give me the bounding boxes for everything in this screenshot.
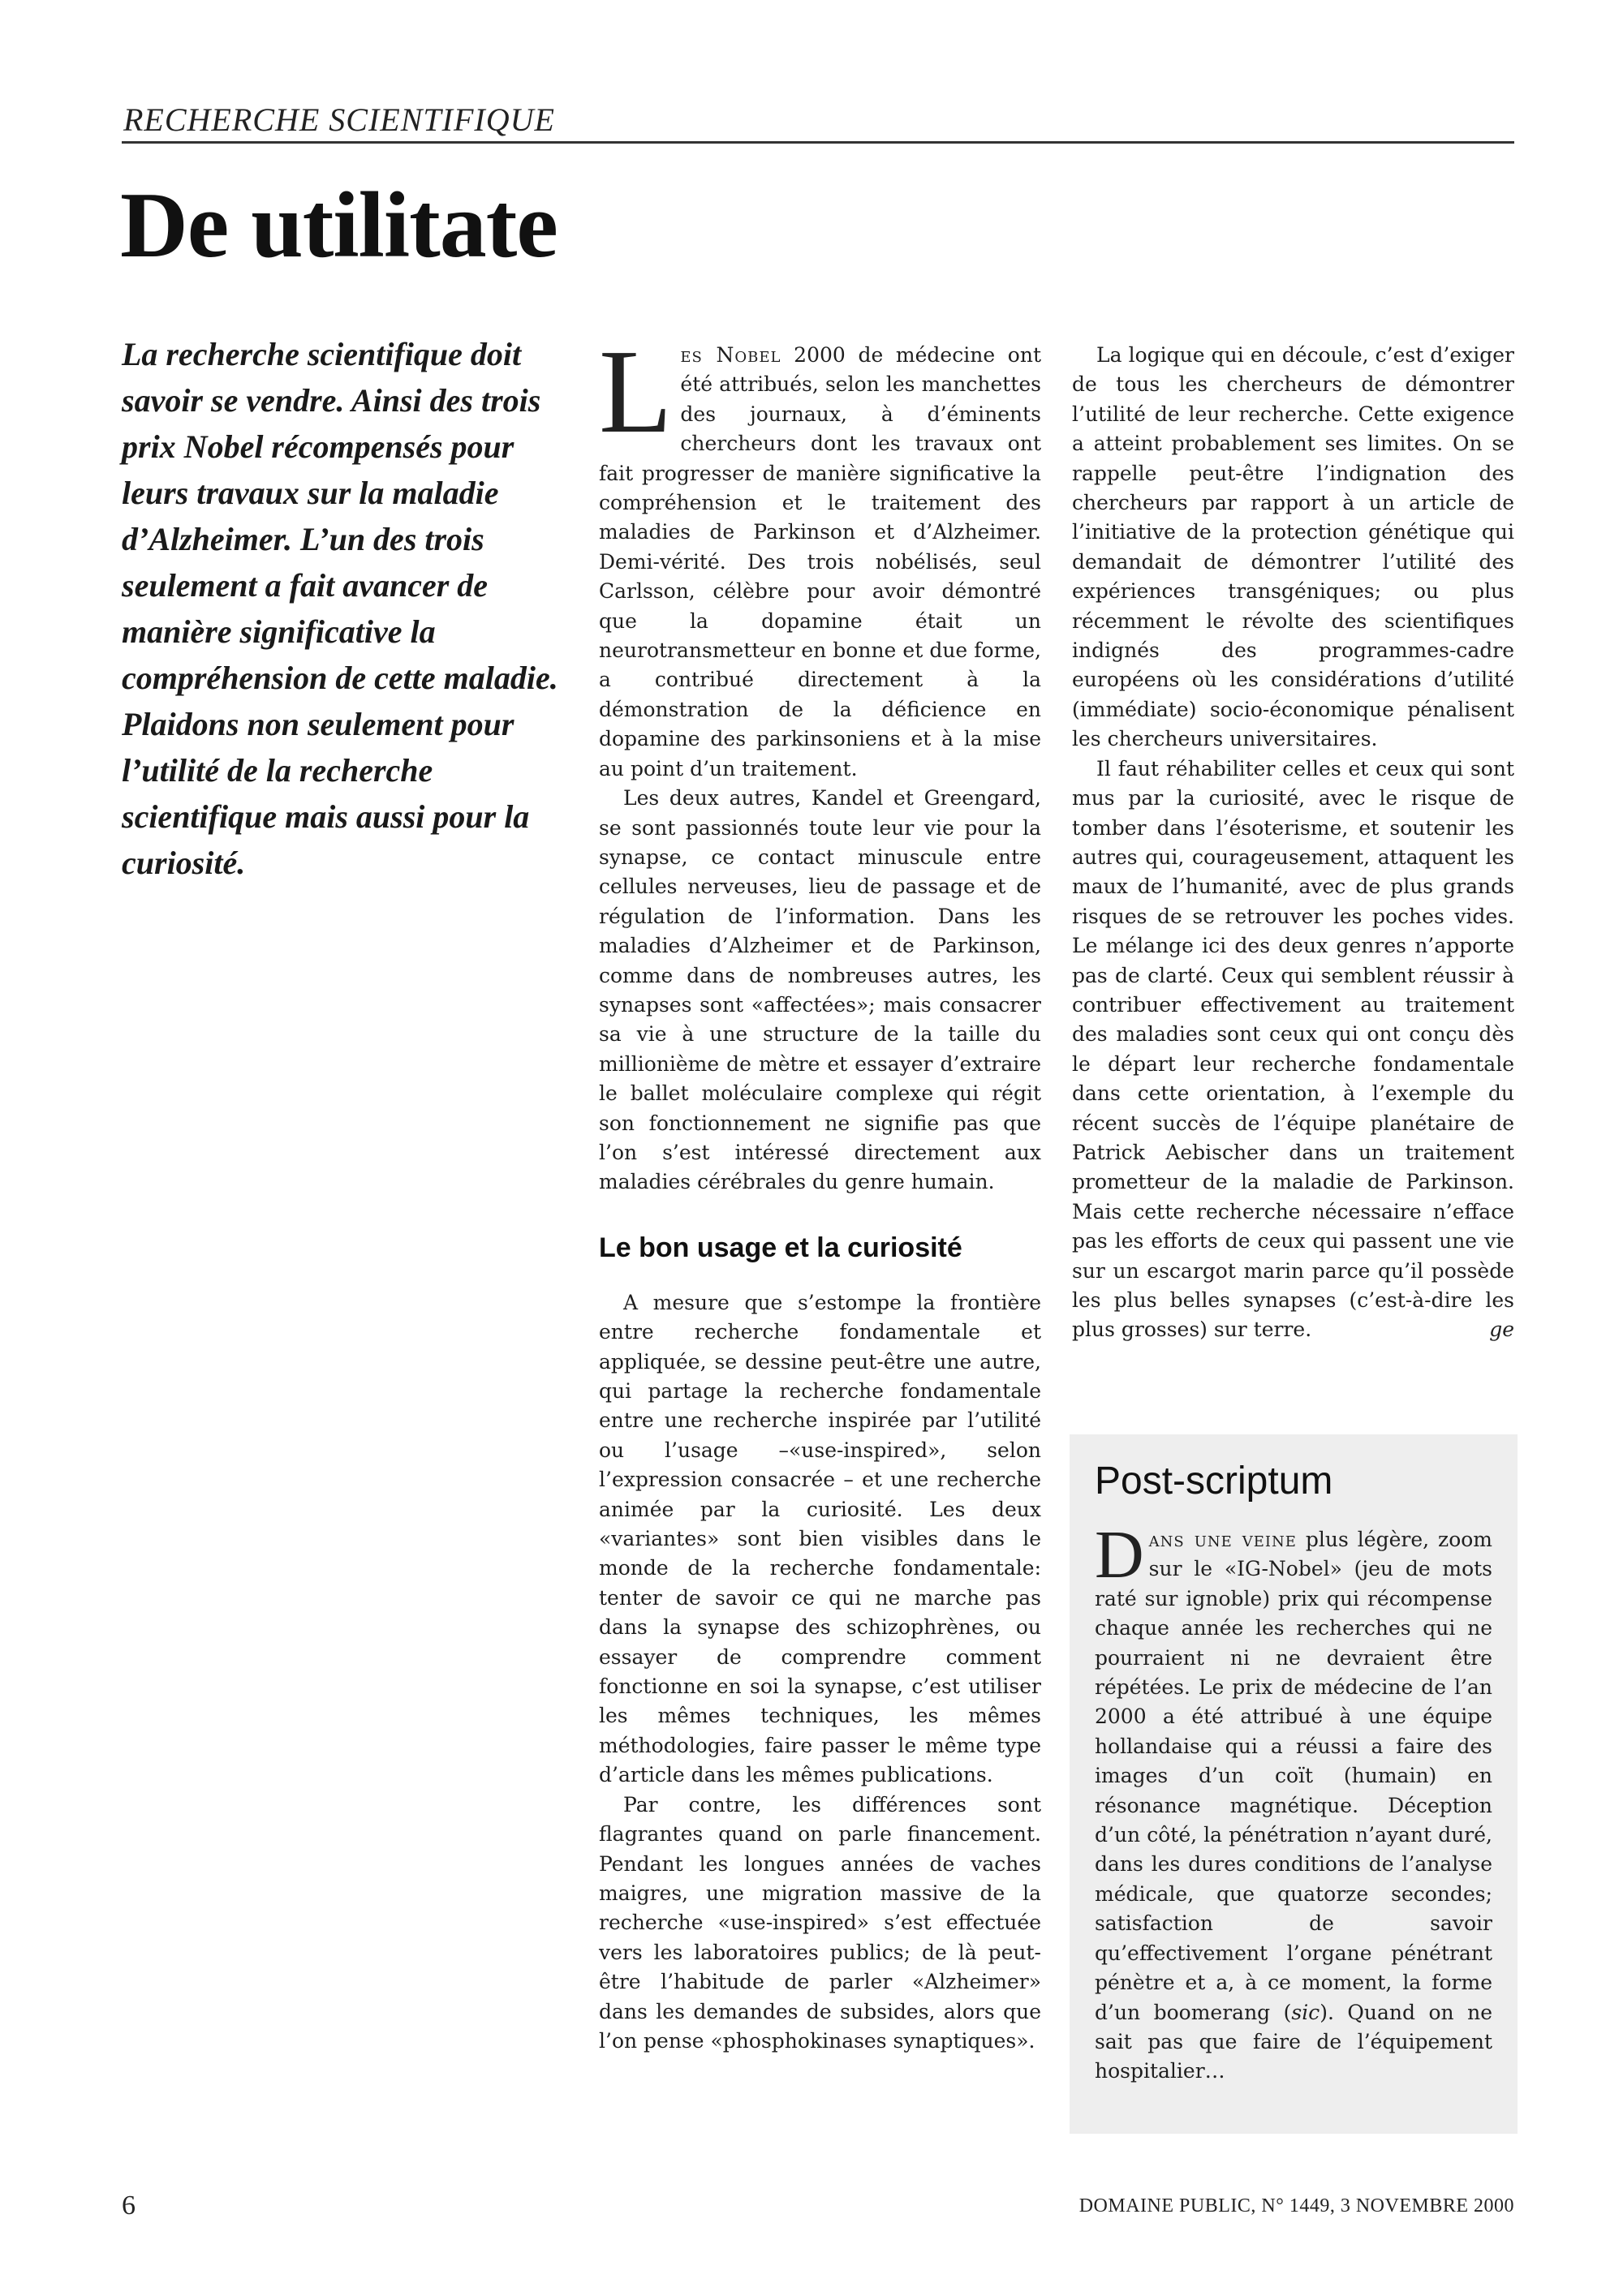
paragraph-text: plus légère, zoom sur le «IG-Nobel» (jeu de mots raté sur ignoble) prix qui récompense chaque année les recherches qui ne pourraient ni ne devraient être répétées. Le prix de médecine de l’an 2000 a été attribué à une équipe hollandaise qui a réussi a faire des images d’un coït (humain) en résonance magnétique. Déception d’un côté, la pénétration n’ayant duré, dans les dures conditions de l’analyse médicale, que quatorze secondes; satisfaction de savoir qu’effectivement l’organe pénétrant pénètre et a, à ce moment, la forme d’un boomerang ( bbox=[1095, 1528, 1493, 2024]
publication-footer: DOMAINE PUBLIC, N° 1449, 3 NOVEMBRE 2000 bbox=[1078, 2195, 1514, 2216]
drop-cap: L bbox=[599, 325, 673, 458]
lead-paragraph: La recherche scientifique doit savoir se vendre. Ainsi des trois prix Nobel récompensés pour leurs travaux sur la maladie d’Alzheimer. L’un des trois seulement a fait avancer de manière significative la compréhension de cette maladie. bbox=[122, 336, 558, 696]
small-caps-lead: ans une veine bbox=[1148, 1528, 1297, 1551]
article-paragraph bbox=[599, 325, 1041, 784]
paragraph-text: ). Quand on ne sait pas que faire de l’équipement hospitalier… bbox=[1095, 2000, 1492, 2083]
article-paragraph: Les deux autres, Kandel et Greengard, se sont passionnés toute leur vie pour la synapse, ce contact minuscule entre cellules nerveuses, lieu de passage et de régulation de l’information. Dans les maladies d’Alzheimer et de Parkinson, comme dans de nombreuses autres, les synapses sont «affectées»; mais consacrer sa vie à une structure de la taille du millionième de mètre et essayer d’extraire le ballet moléculaire complexe qui régit son fonctionnement ne signifie pas que l’on s’est intéressé directement aux maladies cérébrales du genre humain. bbox=[599, 786, 1041, 1194]
drop-cap: D bbox=[1095, 1517, 1144, 1593]
paragraph-text: 2000 de médecine ont été attribués, selon les manchettes des journaux, à d’éminents chercheurs dont les travaux ont fait progresser de manière significative la compréhension et le traitement des maladies de Parkinson et d’Alzheimer. Demi-vérité. Des trois nobélisés, seul Carlsson, célèbre pour avoir démontré que la dopamine était un neurotransmetteur en bonne et due forme, a contribué directement à la démonstration de la déficience en dopamine des parkinsoniens et à la mise au point d’un traitement. bbox=[599, 343, 1041, 780]
section-label: RECHERCHE SCIENTIFIQUE bbox=[123, 101, 555, 138]
postscript-title: Post-scriptum bbox=[1095, 1460, 1333, 1503]
sic-italic: sic bbox=[1291, 2000, 1320, 2024]
lead-paragraph: Plaidons non seulement pour l’utilité de la recherche scientifique mais aussi pour la curiosité. bbox=[122, 706, 530, 881]
small-caps-lead: es Nobel bbox=[680, 343, 781, 367]
article-paragraph bbox=[1072, 755, 1514, 1345]
author-signature: ge bbox=[1489, 1318, 1514, 1342]
article-paragraph: A mesure que s’estompe la frontière entre recherche fondamentale et appliquée, se dessine peut-être une autre, qui partage la recherche fondamentale entre une recherche inspirée par l’utilité ou l’usage –«use-inspired», selon l’expression consacrée – et une recherche animée par la curiosité. Les deux «variantes» sont bien visibles dans le monde de la recherche fondamentale: tenter de savoir ce qui ne marche pas dans la synapse des schizophrènes, ou essayer de comprendre comment fonctionne en soi la synapse, c’est utiliser les mêmes techniques, les mêmes méthodologies, faire passer le même type d’article dans les mêmes publications. bbox=[599, 1290, 1041, 1787]
article-column-3 bbox=[1072, 341, 1514, 1345]
article-title: De utilitate bbox=[120, 174, 558, 277]
article-lead bbox=[122, 331, 576, 886]
paragraph-text: Il faut réhabiliter celles et ceux qui sont mus par la curiosité, avec le risque de tomber dans l’ésoterisme, et soutenir les autres qui, courageusement, attaquent les maux de l’humanité, avec de plus grands risques de se retrouver les poches vides. Le mélange ici des deux genres n’apporte pas de clarté. Ceux qui semblent réussir à contribuer effectivement au traitement des maladies sont ceux qui ont conçu dès le départ leur recherche fondamentale dans cette orientation, à l’exemple du récent succès de l’équipe planétaire de Patrick Aebischer dans un traitement prometteur de la maladie de Parkinson. Mais cette recherche nécessaire n’efface pas les efforts de ceux qui passent une vie sur un escargot marin parce qu’il possède les plus belles synapses (c’est-à-dire les plus grosses) sur terre. bbox=[1072, 756, 1514, 1342]
article-paragraph: Par contre, les différences sont flagrantes quand on parle financement. Pendant les longues années de vaches maigres, une migration massive de la recherche «use-inspired» s’est effectuée vers les laboratoires publics; de là peut-être l’habitude de parler «Alzheimer» dans les demandes de subsides, alors que l’on pense «phosphokinases synaptiques». bbox=[599, 1792, 1041, 2053]
article-paragraph: La logique qui en découle, c’est d’exiger de tous les chercheurs de démontrer l’utilité de leur recherche. Cette exigence a atteint probablement ses limites. On se rappelle peut-être l’indignation des chercheurs par rapport à un article de l’initiative de la protection génétique qui demandait de démontrer l’utilité des expériences transgéniques; ou plus récemment le révolte des scientifiques indignés des programmes-cadre européens où les considérations d’utilité (immédiate) socio-économique pénalisent les chercheurs universitaires. bbox=[1072, 343, 1514, 751]
postscript-paragraph bbox=[1095, 1517, 1493, 2087]
article-subheading: Le bon usage et la curiosité bbox=[599, 1232, 962, 1263]
postscript-body bbox=[1095, 1517, 1493, 2087]
article-column-2 bbox=[599, 325, 1041, 2056]
page-number: 6 bbox=[122, 2191, 136, 2221]
